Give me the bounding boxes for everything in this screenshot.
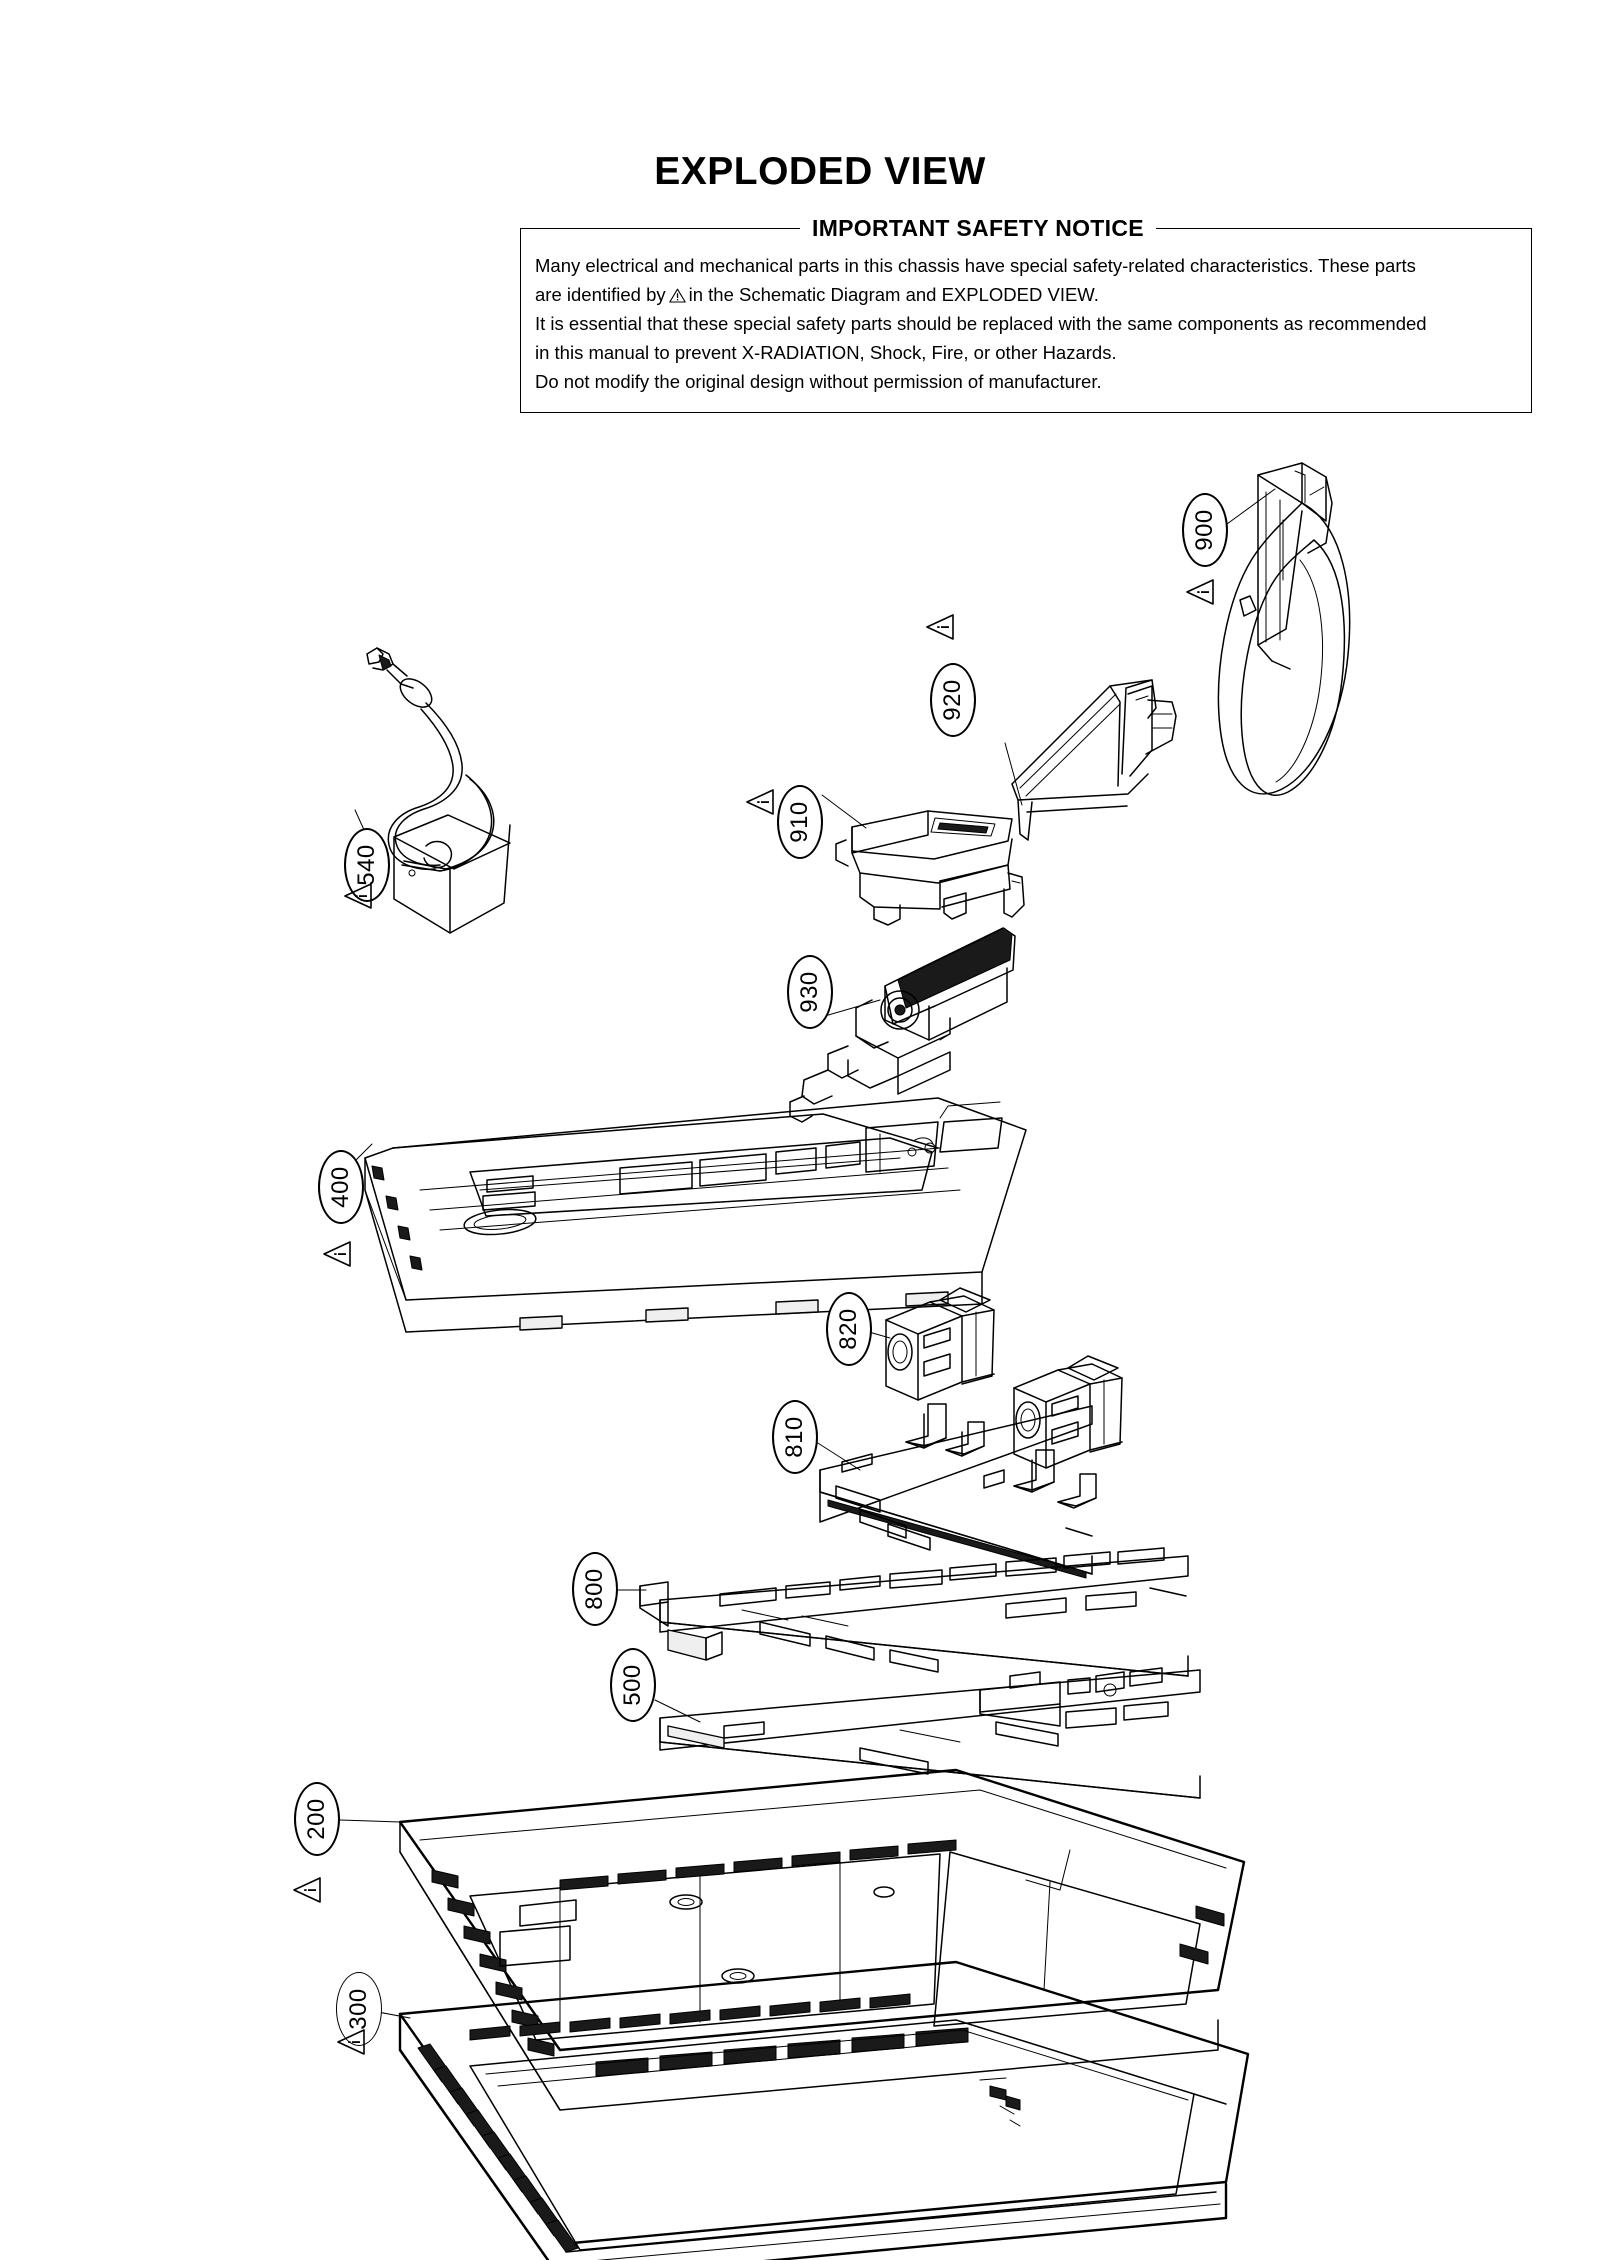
- part-920-stand-cover: [1012, 680, 1176, 840]
- safety-notice-text-5: Do not modify the original design without permission of manufacturer.: [535, 371, 1102, 392]
- warning-triangle-icon-920: [925, 613, 955, 641]
- safety-notice-text-2a: are identified by: [535, 284, 666, 305]
- callout-label-200: 200: [303, 1798, 330, 1840]
- callout-label-540: 540: [353, 844, 380, 886]
- callout-balloon-920[interactable]: [930, 663, 976, 737]
- warning-triangle-icon-900: [1185, 578, 1215, 606]
- callout-label-820: 820: [835, 1308, 862, 1350]
- callout-label-800: 800: [581, 1568, 608, 1610]
- warning-triangle-icon-300: [336, 2028, 366, 2056]
- callout-label-810: 810: [781, 1416, 808, 1458]
- part-930-camera-module: [790, 928, 1015, 1122]
- callout-balloon-900[interactable]: [1182, 493, 1228, 567]
- safety-notice-line-4: [535, 338, 1517, 367]
- part-800-shield-pcb: [640, 1548, 1188, 1676]
- warning-triangle-icon: [669, 282, 686, 297]
- callout-label-400: 400: [327, 1166, 354, 1208]
- part-900-stand-ring: [1218, 463, 1349, 795]
- safety-notice-text-1a: Many electrical and mechanical parts in this chassis have special safety-related characteristics. These parts: [535, 255, 1416, 276]
- warning-triangle-icon-200: [292, 1876, 322, 1904]
- warning-triangle-icon-400: [322, 1240, 352, 1268]
- part-200-rear-chassis: [400, 1770, 1244, 2110]
- callout-label-920: 920: [939, 679, 966, 721]
- part-400-back-cover: [365, 1098, 1026, 1332]
- page-title: EXPLODED VIEW: [654, 150, 986, 193]
- callout-balloon-930[interactable]: [787, 955, 833, 1029]
- safety-notice-text-2b: in the Schematic Diagram and EXPLODED VIEW.: [688, 284, 1099, 305]
- callout-balloon-400[interactable]: [318, 1150, 364, 1224]
- part-300-lcd-panel: [400, 1962, 1248, 2260]
- callout-label-930: 930: [796, 971, 823, 1013]
- part-910-hinge-bracket: [836, 811, 1024, 925]
- callout-balloon-810[interactable]: [772, 1400, 818, 1474]
- safety-notice-line-5: [535, 367, 1517, 396]
- warning-triangle-icon-910: [745, 788, 775, 816]
- safety-notice-text-3: It is essential that these special safety parts should be replaced with the same components as recommended: [535, 313, 1427, 334]
- important-safety-notice-box: [520, 228, 1532, 413]
- part-540-power-adapter: [367, 648, 510, 933]
- callout-label-500: 500: [619, 1664, 646, 1706]
- part-500-power-board: [660, 1668, 1200, 1798]
- callout-balloon-500[interactable]: [610, 1648, 656, 1722]
- leader-lines: [340, 489, 1275, 2018]
- safety-notice-line-1: [535, 251, 1517, 280]
- warning-triangle-icon-540: [343, 882, 373, 910]
- callout-balloon-910[interactable]: [777, 785, 823, 859]
- callout-balloon-800[interactable]: [572, 1552, 618, 1626]
- callout-balloon-200[interactable]: [294, 1782, 340, 1856]
- safety-notice-text-4: in this manual to prevent X-RADIATION, Shock, Fire, or other Hazards.: [535, 342, 1117, 363]
- safety-notice-legend: IMPORTANT SAFETY NOTICE: [800, 215, 1156, 242]
- callout-label-910: 910: [786, 801, 813, 843]
- callout-label-300: 300: [345, 1988, 372, 2030]
- safety-notice-line-2: [535, 280, 1517, 309]
- callout-label-900: 900: [1191, 509, 1218, 551]
- part-810-main-pcb: [820, 1404, 1096, 1578]
- callout-balloon-820[interactable]: [826, 1292, 872, 1366]
- safety-notice-line-3: [535, 309, 1517, 338]
- part-820-speakers: [886, 1288, 1122, 1468]
